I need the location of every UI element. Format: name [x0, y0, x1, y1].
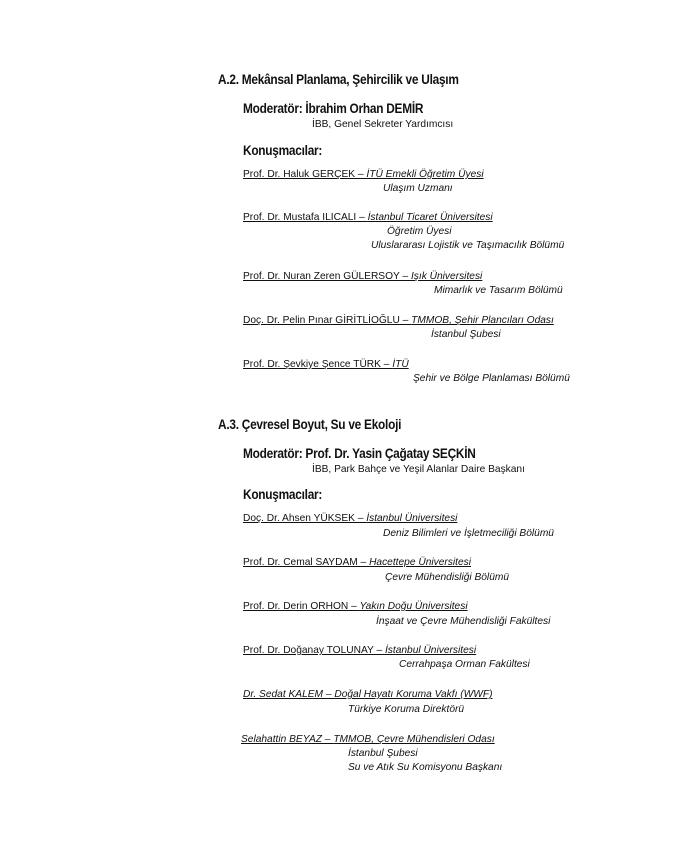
- speaker-affiliation: İTÜ: [392, 359, 409, 370]
- speaker-name: Prof. Dr. Cemal SAYDAM – Hacettepe Üniversitesi: [243, 557, 471, 568]
- speaker-name: Prof. Dr. Şevkiye Şence TÜRK – İTÜ: [243, 359, 409, 370]
- speaker-name: Doç. Dr. Pelin Pınar GİRİTLİOĞLU – TMMOB, Şehir Plancıları Odası: [243, 315, 554, 326]
- speaker-detail: İstanbul Şubesi: [348, 748, 418, 759]
- speaker-affiliation: TMMOB, Çevre Mühendisleri Odası: [333, 734, 495, 745]
- speaker-name: Prof. Dr. Nuran Zeren GÜLERSOY – Işık Üniversitesi: [243, 271, 483, 282]
- speaker-detail: Türkiye Koruma Direktörü: [348, 704, 465, 715]
- speaker-detail: Su ve Atık Su Komisyonu Başkanı: [348, 762, 503, 773]
- moderator-name: Moderatör: Prof. Dr. Yasin Çağatay SEÇKİN: [243, 446, 476, 461]
- moderator-role: İBB, Park Bahçe ve Yeşil Alanlar Daire Başkanı: [312, 464, 525, 475]
- speaker-name: Prof. Dr. Mustafa ILICALI – İstanbul Ticaret Üniversitesi: [243, 212, 493, 223]
- speaker-affiliation: Hacettepe Üniversitesi: [369, 557, 471, 568]
- moderator-role: İBB, Genel Sekreter Yardımcısı: [312, 119, 454, 130]
- speaker-name: Dr. Sedat KALEM – Doğal Hayatı Koruma Vakfı (WWF): [243, 689, 493, 700]
- speaker-name: Prof. Dr. Haluk GERÇEK – İTÜ Emekli Öğretim Üyesi: [243, 169, 484, 180]
- speaker-affiliation: Işık Üniversitesi: [410, 271, 483, 282]
- speaker-name: Selahattin BEYAZ – TMMOB, Çevre Mühendisleri Odası: [241, 734, 495, 745]
- speaker-affiliation: Doğal Hayatı Koruma Vakfı (WWF): [334, 689, 493, 700]
- speaker-affiliation: Yakın Doğu Üniversitesi: [359, 601, 468, 612]
- speaker-affiliation: İstanbul Üniversitesi: [366, 513, 458, 524]
- speaker-affiliation: TMMOB, Şehir Plancıları Odası: [411, 315, 554, 326]
- speaker-name: Prof. Dr. Derin ORHON – Yakın Doğu Üniversitesi: [243, 601, 468, 612]
- speaker-detail: Çevre Mühendisliği Bölümü: [385, 572, 510, 583]
- speaker-detail: İnşaat ve Çevre Mühendisliği Fakültesi: [376, 616, 551, 627]
- moderator-name: Moderatör: İbrahim Orhan DEMİR: [243, 101, 424, 116]
- speaker-detail: Şehir ve Bölge Planlaması Bölümü: [413, 373, 570, 384]
- section-title: A.3. Çevresel Boyut, Su ve Ekoloji: [218, 417, 402, 432]
- speaker-affiliation: İTÜ Emekli Öğretim Üyesi: [366, 169, 484, 180]
- speaker-affiliation: İstanbul Üniversitesi: [384, 645, 477, 656]
- speakers-heading: Konuşmacılar:: [243, 487, 323, 502]
- speaker-detail: Uluslararası Lojistik ve Taşımacılık Bölümü: [371, 240, 565, 251]
- speaker-detail: Ulaşım Uzmanı: [383, 183, 453, 194]
- speaker-name: Doç. Dr. Ahsen YÜKSEK – İstanbul Üniversitesi: [243, 513, 458, 524]
- speaker-detail: Deniz Bilimleri ve İşletmeciliği Bölümü: [383, 528, 554, 539]
- speaker-detail: Mimarlık ve Tasarım Bölümü: [434, 285, 563, 296]
- section-title: A.2. Mekânsal Planlama, Şehircilik ve Ulaşım: [218, 72, 459, 87]
- speaker-detail: İstanbul Şubesi: [431, 329, 501, 340]
- speaker-detail: Öğretim Üyesi: [387, 226, 452, 237]
- speaker-detail: Cerrahpaşa Orman Fakültesi: [399, 659, 530, 670]
- speakers-heading: Konuşmacılar:: [243, 143, 323, 158]
- speaker-affiliation: İstanbul Ticaret Üniversitesi: [367, 212, 493, 223]
- speaker-name: Prof. Dr. Doğanay TOLUNAY – İstanbul Üniversitesi: [243, 645, 477, 656]
